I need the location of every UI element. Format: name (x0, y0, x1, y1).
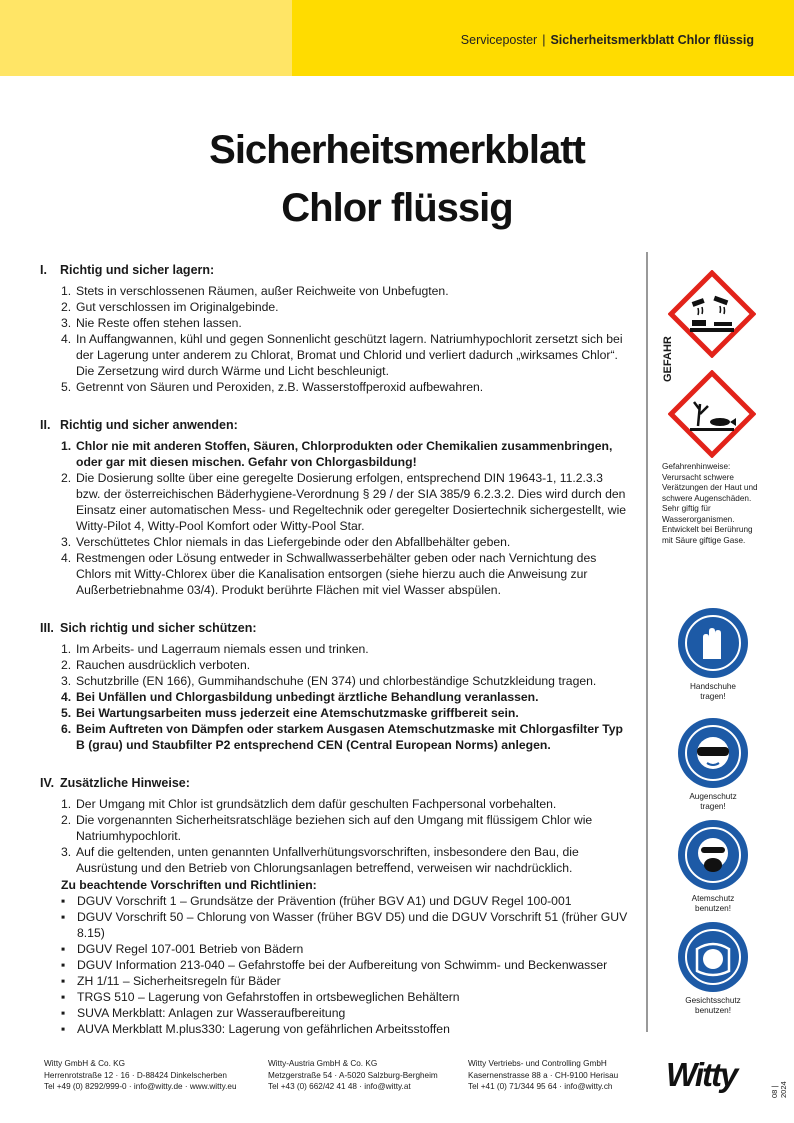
witty-logo: Witty (666, 1056, 737, 1093)
edition-date: 08 | 2024 (770, 1081, 788, 1098)
ppe-gloves (678, 608, 748, 702)
safety-sidebar (646, 252, 758, 1032)
header-accent (0, 0, 292, 76)
list-item: 2. Rauchen ausdrücklich verboten. (61, 658, 251, 672)
list-item: 2. Die Dosierung sollte über eine geregelte Dosierung erfolgen, entsprechend DIN 19643-1, 11.2.3.3 bzw. der österreichischen Bäderhygiene-Verordnung § 29 / der SIA 385/9 6.2.3.2. Dies wird durch den Einsatz einer automatischen Mess- und Regeltechnik oder geregelter Dosiertechnik sichergestellt, wie Witty-Pilot 4, Witty-Pool Komfort oder Witty-Pool Star. (61, 471, 627, 533)
main-content (40, 262, 630, 1059)
list-item: 1. Stets in verschlossenen Räumen, außer Reichweite von Unbefugten. (61, 284, 449, 298)
list-item: 4. In Auffangwannen, kühl und gegen Sonnenlicht geschützt lagern. Natriumhypochlorit zersetzt sich bei der Lagerung unter anderem zu Chlorat, Bromat und Chlorid und verliert dadurch „wirksames Chlor“. Die Zersetzung wird durch Wärme und Licht beschleunigt. (61, 332, 623, 378)
list-item: 1. Chlor nie mit anderen Stoffen, Säuren, Chlorprodukten oder Chemikalien zusammenbringen, oder gar mit diesen mischen. Gefahr von Chlorgasbildung! (61, 439, 613, 469)
ppe-label: Atemschutz benutzen! (691, 894, 735, 913)
list-item: 3. Auf die geltenden, unten genannten Unfallverhütungsvorschriften, insbesondere den Bau, die Ausrüstung und den Betrieb von Chlorungsanlagen betreffend, verweisen wir nachdrücklich. (61, 845, 579, 875)
breadcrumb-section: Serviceposter (460, 33, 538, 47)
section-number: IV. (40, 776, 55, 790)
section-protection (40, 620, 630, 753)
regulations-list (40, 893, 630, 1037)
section-title: Zusätzliche Hinweise: (60, 776, 190, 790)
list-item: 5. Getrennt von Säuren und Peroxiden, z.B. Wasserstoffperoxid aufbewahren. (61, 380, 484, 394)
breadcrumb-separator: | (542, 33, 546, 47)
list-item: ▪ DGUV Vorschrift 1 – Grundsätze der Prävention (früher BGV A1) und DGUV Regel 100-001 (61, 894, 572, 908)
ppe-face-shield (678, 922, 748, 1016)
section-heading (40, 417, 630, 433)
list-item: 4. Restmengen oder Lösung entweder in Schwallwasserbehälter geben oder nach Vernichtung des Chlors mit Witty-Chlorex über die Kanalisation entsorgen (siehe hierzu auch die Anweisung zur Außerbetriebnahme 03/4). Produkt berührte Flächen mit viel Wasser abspülen. (61, 551, 597, 597)
list-item: ▪ DGUV Information 213-040 – Gefahrstoffe bei der Aufbereitung von Schwimm- und Beckenwasser (61, 958, 608, 972)
section-number: I. (40, 263, 47, 277)
footer-address-at: Witty-Austria GmbH & Co. KG Metzgerstraße 54 · A-5020 Salzburg-Bergheim Tel +43 (0) 662/42 41 48 · info@witty.at (268, 1059, 438, 1091)
header-bar (0, 0, 794, 76)
list-item: ▪ TRGS 510 – Lagerung von Gefahrstoffen in ortsbeweglichen Behältern (61, 990, 460, 1004)
list-item: 5. Bei Wartungsarbeiten muss jederzeit eine Atemschutzmaske griffbereit sein. (61, 706, 519, 720)
list-item: 1. Der Umgang mit Chlor ist grundsätzlich dem dafür geschulten Fachpersonal vorbehalten. (61, 797, 557, 811)
list-item: ▪ DGUV Vorschrift 50 – Chlorung von Wasser (früher BGV D5) und die DGUV Vorschrift 51 (früher GUV 8.15) (61, 910, 628, 940)
page-title-line-1: Sicherheitsmerkblatt (209, 128, 585, 172)
section-title: Richtig und sicher lagern: (60, 263, 215, 277)
environment-hazard-icon (668, 370, 756, 458)
hazard-statements: Gefahrenhinweise: Verursacht schwere Verätzungen der Haut und schwere Augenschäden. Sehr giftig für Wasserorganismen. Entwickelt bei Berührung mit Säure giftige Gase. (662, 462, 758, 545)
ppe-label: Augenschutz tragen! (689, 792, 737, 811)
section-heading (40, 262, 630, 278)
section-notes (40, 775, 630, 1037)
footer-address-ch: Witty Vertriebs- und Controlling GmbH Kasernenstrasse 88 a · CH-9100 Herisau Tel +41 (0) 71/344 95 64 · info@witty.ch (468, 1059, 619, 1091)
ppe-label: Gesichtsschutz benutzen! (685, 996, 741, 1015)
ppe-respiratory (678, 820, 748, 914)
list-item: 1. Im Arbeits- und Lagerraum niemals essen und trinken. (61, 642, 369, 656)
section-number: II. (40, 418, 51, 432)
list-item: 2. Die vorgenannten Sicherheitsratschläge beziehen sich auf den Umgang mit flüssigem Chlor wie Natriumhypochlorit. (61, 813, 593, 843)
footer-address-de: Witty GmbH & Co. KG Herrenrotstraße 12 · 16 · D-88424 Dinkelscherben Tel +49 (0) 8292/999-0 · info@witty.de · www.witty.eu (44, 1059, 237, 1091)
ppe-label: Handschuhe tragen! (690, 682, 736, 701)
section-title: Richtig und sicher anwenden: (60, 418, 238, 432)
list-item: 3. Nie Reste offen stehen lassen. (61, 316, 242, 330)
breadcrumb (461, 33, 754, 47)
signal-word: GEFAHR (662, 336, 674, 382)
section-usage (40, 417, 630, 598)
corrosive-hazard-icon (668, 270, 756, 358)
gloves-icon (678, 608, 748, 678)
list-item: 6. Beim Auftreten von Dämpfen oder starkem Ausgasen Atemschutzmaske mit Chlorgasfilter Typ B (grau) und Staubfilter P2 entsprechend CEN (Central European Norms) anlegen. (61, 722, 623, 752)
list-item: 2. Gut verschlossen im Originalgebinde. (61, 300, 279, 314)
list-item: 3. Schutzbrille (EN 166), Gummihandschuhe (EN 374) und chlorbeständige Schutzkleidung tragen. (61, 674, 597, 688)
section-title: Sich richtig und sicher schützen: (60, 621, 257, 635)
face-shield-icon (678, 922, 748, 992)
list-item: 4. Bei Unfällen und Chlorgasbildung unbedingt ärztliche Behandlung veranlassen. (61, 690, 539, 704)
section-heading (40, 775, 630, 791)
page-title-line-2: Chlor flüssig (281, 186, 513, 230)
respirator-icon (678, 820, 748, 890)
goggles-icon (678, 718, 748, 788)
list-item: ▪ DGUV Regel 107-001 Betrieb von Bädern (61, 942, 304, 956)
breadcrumb-doc-title: Sicherheitsmerkblatt Chlor flüssig (550, 33, 754, 47)
section-heading (40, 620, 630, 636)
list-item: ▪ ZH 1/11 – Sicherheitsregeln für Bäder (61, 974, 281, 988)
section-storage (40, 262, 630, 395)
list-item: ▪ SUVA Merkblatt: Anlagen zur Wasseraufbereitung (61, 1006, 346, 1020)
section-number: III. (40, 621, 54, 635)
list-item: ▪ AUVA Merkblatt M.plus330: Lagerung von gefährlichen Arbeitsstoffen (61, 1022, 450, 1036)
regulations-heading: Zu beachtende Vorschriften und Richtlinien: (61, 878, 317, 892)
list-item: 3. Verschüttetes Chlor niemals in das Liefergebinde oder den Abfallbehälter geben. (61, 535, 511, 549)
ppe-eye-protection (678, 718, 748, 812)
